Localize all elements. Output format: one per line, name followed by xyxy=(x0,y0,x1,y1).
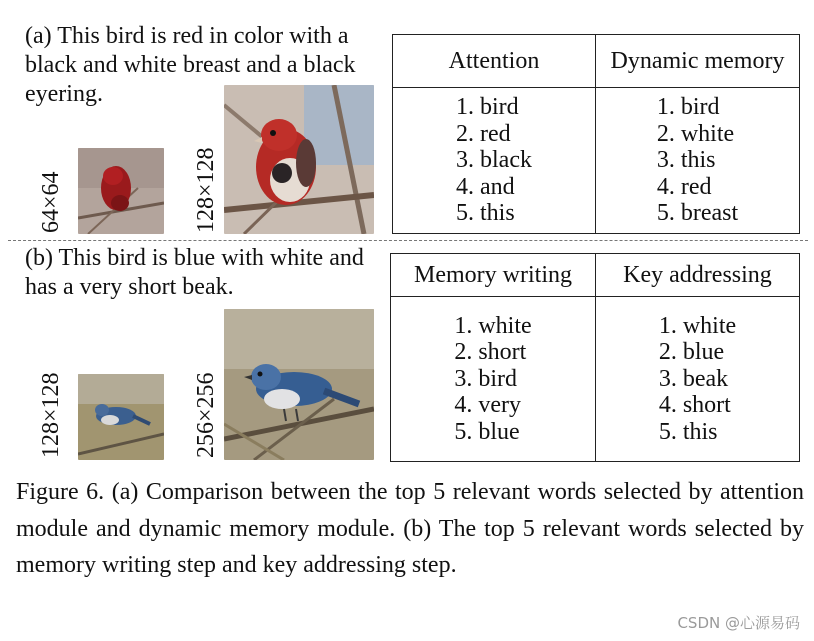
list-item: 3. bird xyxy=(454,365,517,392)
list-item: 2. red xyxy=(456,120,511,147)
list-item: 1. white xyxy=(454,312,532,339)
attention-word-list xyxy=(393,88,596,234)
list-item: 5. blue xyxy=(454,418,520,445)
list-item: 5. this xyxy=(658,418,718,445)
panel-a-large-size-label: 128×128 xyxy=(193,147,219,233)
figure-caption: Figure 6. (a) Comparison between the top 5 relevant words selected by attention module and dynamic memory module. (b) The top 5 relevant words selected by memory writing step and key addressing step. xyxy=(16,479,804,578)
key-addressing-word-list xyxy=(596,297,800,462)
list-item: 5. this xyxy=(456,200,515,226)
panel-divider xyxy=(8,240,808,241)
blue-bird-image-large xyxy=(224,309,374,460)
dynamic-memory-word-list xyxy=(596,88,800,234)
list-item: 4. short xyxy=(658,392,731,418)
blue-bird-image-small xyxy=(78,374,164,460)
list-item: 3. black xyxy=(456,147,532,173)
table-header-memory-writing: Memory writing xyxy=(391,254,596,297)
panel-b-large-size-label: 256×256 xyxy=(193,372,219,458)
list-item: 3. beak xyxy=(658,365,729,392)
list-item: 2. short xyxy=(454,339,527,365)
list-item: 3. this xyxy=(656,147,716,173)
red-bird-image-small xyxy=(78,148,164,234)
list-item: 2. white xyxy=(656,120,735,147)
memory-writing-word-list xyxy=(391,297,596,462)
panel-a-caption: (a) This bird is red in color with a black and white breast and a black eyering. xyxy=(25,23,356,107)
red-bird-image-large xyxy=(224,85,374,234)
panel-a-small-size-label: 64×64 xyxy=(38,171,64,233)
list-item: 4. red xyxy=(656,173,712,200)
list-item: 1. bird xyxy=(456,94,519,120)
watermark: CSDN @心源易码 xyxy=(677,614,800,632)
table-header-dynamic-memory: Dynamic memory xyxy=(596,35,800,88)
list-item: 4. very xyxy=(454,392,521,418)
panel-b-small-size-label: 128×128 xyxy=(38,372,64,458)
list-item: 1. bird xyxy=(656,94,720,120)
panel-b-word-table xyxy=(390,253,800,462)
table-header-attention: Attention xyxy=(393,35,596,88)
list-item: 1. white xyxy=(658,312,737,339)
panel-b-caption: (b) This bird is blue with white and has a very short beak. xyxy=(25,245,364,300)
list-item: 5. breast xyxy=(656,200,739,226)
list-item: 2. blue xyxy=(658,339,725,365)
table-header-key-addressing: Key addressing xyxy=(596,254,800,297)
panel-a-word-table xyxy=(392,34,800,234)
list-item: 4. and xyxy=(456,173,515,200)
